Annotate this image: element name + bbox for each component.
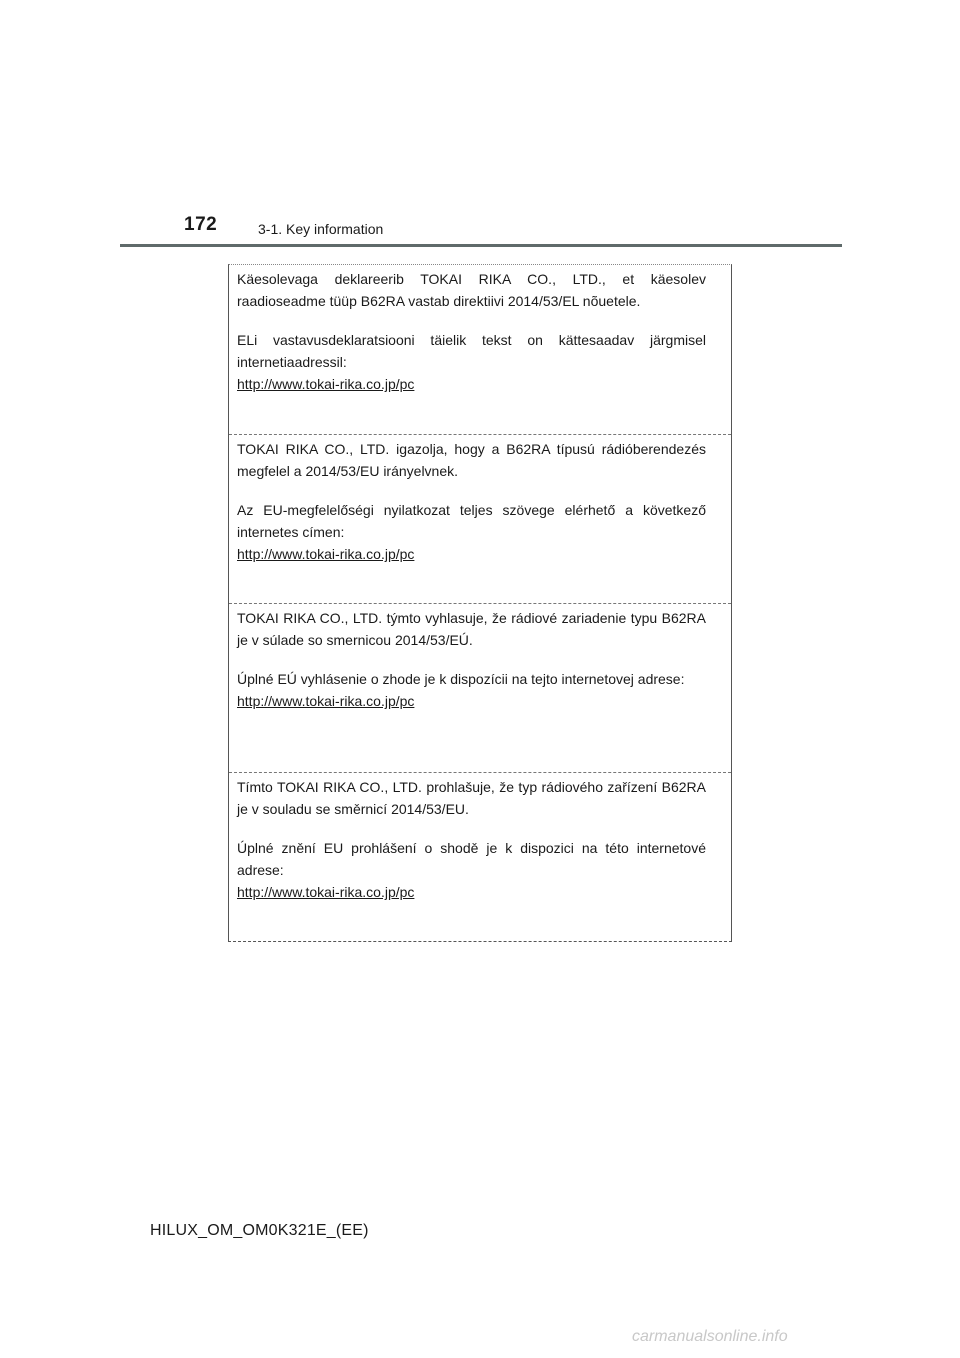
availability-text: Úplné EÚ vyhlásenie o zhode je k dispozícii na tejto internetovej adrese: — [237, 671, 685, 687]
availability-text: ELi vastavusdeklaratsiooni täielik tekst on kättesaadav järgmisel internetiaadressil: — [237, 332, 706, 370]
declaration-url-link[interactable]: http://www.tokai-rika.co.jp/pc — [237, 884, 415, 900]
declaration-url-link[interactable]: http://www.tokai-rika.co.jp/pc — [237, 376, 415, 392]
watermark: carmanualsonline.info — [632, 1328, 788, 1345]
header-divider — [120, 244, 842, 247]
section-title: 3-1. Key information — [258, 221, 384, 237]
declaration-url-link[interactable]: http://www.tokai-rika.co.jp/pc — [237, 546, 415, 562]
declaration-cell-slovak — [229, 603, 731, 772]
declaration-table — [228, 264, 732, 942]
declaration-text: Tímto TOKAI RIKA CO., LTD. prohlašuje, že typ rádiového zařízení B62RA je v souladu se směrnicí 2014/53/EU. — [237, 779, 706, 817]
availability-text: Úplné znění EU prohlášení o shodě je k dispozici na této internetové adrese: — [237, 840, 706, 878]
declaration-text: TOKAI RIKA CO., LTD. týmto vyhlasuje, že rádiové zariadenie typu B62RA je v súlade so smernicou 2014/53/EÚ. — [237, 610, 706, 648]
page-number: 172 — [184, 214, 218, 235]
declaration-url-link[interactable]: http://www.tokai-rika.co.jp/pc — [237, 693, 415, 709]
availability-text: Az EU-megfelelőségi nyilatkozat teljes szövege elérhető a következő internetes címen: — [237, 502, 706, 540]
declaration-cell-czech — [229, 772, 731, 941]
declaration-cell-estonian — [229, 265, 731, 434]
declaration-cell-hungarian — [229, 434, 731, 603]
declaration-text: Käesolevaga deklareerib TOKAI RIKA CO., LTD., et käesolev raadioseadme tüüp B62RA vastab direktiivi 2014/53/EL nõuetele. — [237, 271, 706, 309]
declaration-text: TOKAI RIKA CO., LTD. igazolja, hogy a B62RA típusú rádióberendezés megfelel a 2014/53/EU irányelvnek. — [237, 441, 706, 479]
document-code: HILUX_OM_OM0K321E_(EE) — [150, 1222, 369, 1239]
